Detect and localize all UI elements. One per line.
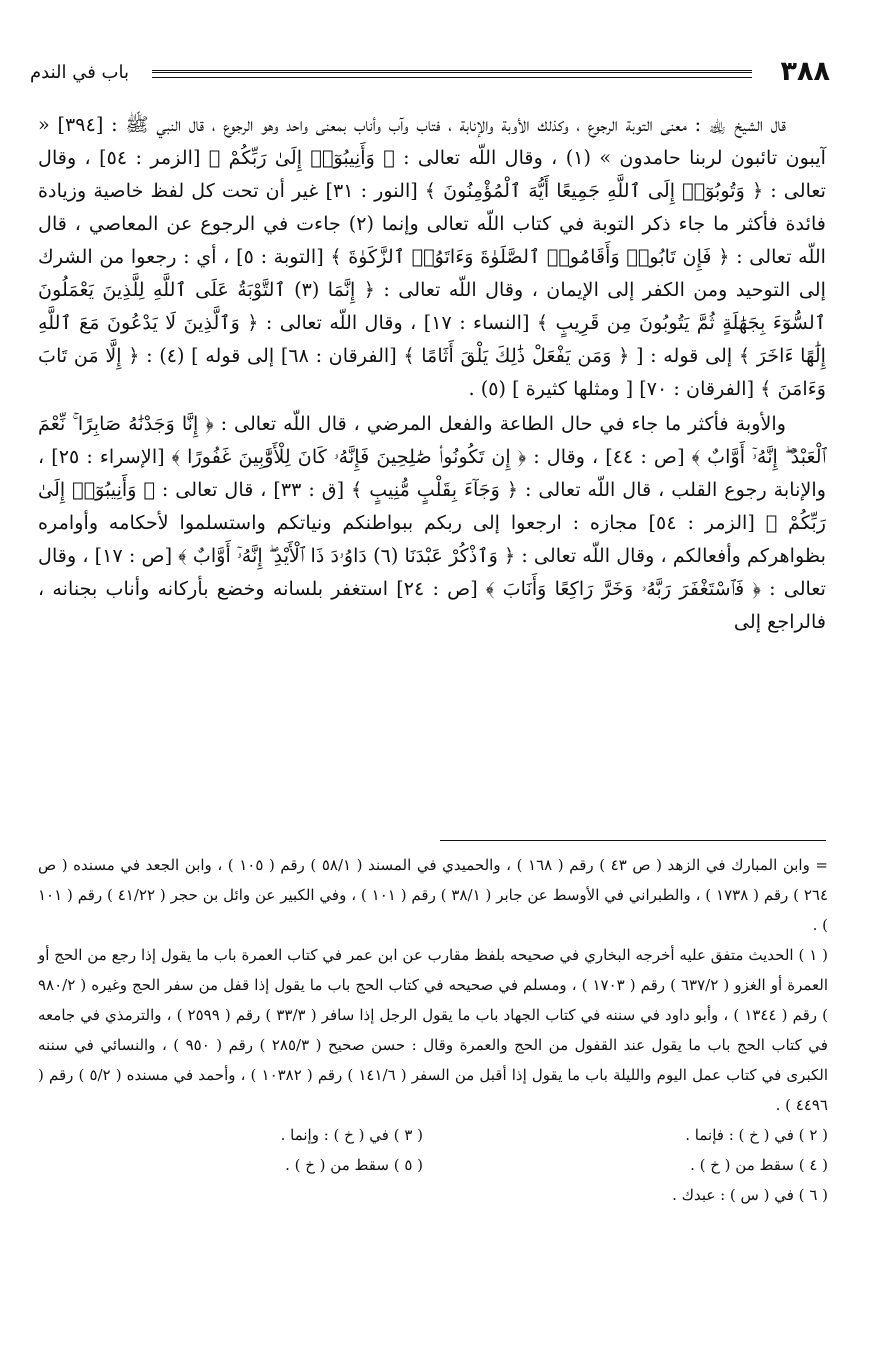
- running-header: [30, 56, 830, 92]
- page-number: ٣٨٨: [780, 56, 830, 87]
- paragraph-tawbah: قال الشيخ ﵀ : معنى التوبة الرجوع ، وكذلك الأوبة والإنابة ، فتاب وآب وأناب بمعنى واحد وهو الرجوع ، قال النبي ﷺ : [٣٩٤] « آيبون تائبون لربنا حامدون » (١) ، وقال اللّه تعالى : ﴿ وَأَنِيبُوٓا۟ إِلَىٰ رَبِّكُمْ ﴾ [الزمر : ٥٤] ، وقال تعالى : ﴿ وَتُوبُوٓا۟ إِلَى ٱللَّهِ جَمِيعًا أَيُّهَ ٱلْمُؤْمِنُونَ ﴾ [النور : ٣١] غير أن تحت كل لفظ خاصية وزيادة فائدة فأكثر ما جاء ذكر التوبة في كتاب اللّه تعالى وإنما (٢) جاءت في الرجوع عن المعاصي ، قال اللّه تعالى : ﴿ فَإِن تَابُوا۟ وَأَقَامُوا۟ ٱلصَّلَوٰةَ وَءَاتَوُا۟ ٱلزَّكَوٰةَ ﴾ [التوبة : ٥] ، أي : رجعوا من الشرك إلى التوحيد ومن الكفر إلى الإيمان ، وقال اللّه تعالى : ﴿ إِنَّمَا (٣) ٱلتَّوْبَةُ عَلَى ٱللَّهِ لِلَّذِينَ يَعْمَلُونَ ٱلسُّوٓءَ بِجَهَٰلَةٍ ثُمَّ يَتُوبُونَ مِن قَرِيبٍ ﴾ [النساء : ١٧] ، وقال اللّه تعالى : ﴿ وَٱلَّذِينَ لَا يَدْعُونَ مَعَ ٱللَّهِ إِلَٰهًا ءَاخَرَ ﴾ إلى قوله : [ ﴿ وَمَن يَفْعَلْ ذَٰلِكَ يَلْقَ أَثَامًا ﴾ [الفرقان : ٦٨] إلى قوله ] (٤) : ﴿ إِلَّا مَن تَابَ وَءَامَنَ ﴾ [الفرقان : ٧٠] [ ومثلها كثيرة ] (٥) .: [38, 113, 827, 400]
- paragraph-awbah: والأوبة فأكثر ما جاء في حال الطاعة والفعل المرضي ، قال اللّه تعالى : ﴿ إِنَّا وَجَدْنَٰهُ صَابِرًا ۚ نِّعْمَ ٱلْعَبْدُ ۖ إِنَّهُۥٓ أَوَّابٌ ﴾ [ص : ٤٤] ، وقال : ﴿ إِن تَكُونُوا۟ صَٰلِحِينَ فَإِنَّهُۥ كَانَ لِلْأَوَّٰبِينَ غَفُورًا ﴾ [الإسراء : ٢٥] ، والإنابة رجوع القلب ، قال اللّه تعالى : ﴿ وَجَآءَ بِقَلْبٍ مُّنِيبٍ ﴾ [ق : ٣٣] ، قال تعالى : ﴿ وَأَنِيبُوٓا۟ إِلَىٰ رَبِّكُمْ ﴾ [الزمر : ٥٤] مجازه : ارجعوا إلى ربكم ببواطنكم ونياتكم واستسلموا لأحكامه وأوامره بظواهركم وأفعالكم ، وقال اللّه تعالى : ﴿ وَٱذْكُرْ عَبْدَنَا (٦) دَاوُۥدَ ذَا ٱلْأَيْدِ ۖ إِنَّهُۥٓ أَوَّابٌ ﴾ [ص : ١٧] ، وقال تعالى : ﴿ فَٱسْتَغْفَرَ رَبَّهُۥ وَخَرَّ رَاكِعًا وَأَنَابَ ﴾ [ص : ٢٤] استغفر بلسانه وخضع بأركانه وأناب بجنانه ، فالراجع إلى: [38, 412, 827, 633]
- footnotes: [38, 850, 828, 1210]
- main-text: [38, 108, 826, 638]
- footnote-rule: [440, 840, 826, 841]
- footnote-4: ( ٤ ) سقط من ( خ ) .: [690, 1156, 828, 1174]
- footnote-pairs: [38, 1120, 828, 1210]
- footnote-6: ( ٦ ) في ( س ) : عبدك .: [672, 1186, 828, 1204]
- footnote-2: ( ٢ ) في ( خ ) : فإنما .: [685, 1126, 828, 1144]
- chapter-title: باب في الندم: [30, 62, 129, 83]
- footnote-1: ( ١ ) الحديث متفق عليه أخرجه البخاري في صحيحه بلفظ مقارب عن ابن عمر في كتاب العمرة باب ما يقول إذا رجع من الحج أو العمرة أو الغزو ( ٦٣٧/٢ ) رقم ( ١٧٠٣ ) ، ومسلم في صحيحه في كتاب الحج باب ما يقول إذا قفل من سفر الحج وغيره ( ٩٨٠/٢ ) رقم ( ١٣٤٤ ) ، وأبو داود في سننه في كتاب الجهاد باب ما يقول الرجل إذا سافر ( ٣٣/٣ ) رقم ( ٢٥٩٩ ) ، والترمذي في جامعه في كتاب الحج باب ما يقول عند القفول من الحج والعمرة وقال : حسن صحيح ( ٢٨٥/٣ ) رقم ( ٩٥٠ ) ، والنسائي في سننه الكبرى في كتاب عمل اليوم والليلة باب ما يقول إذا أقبل من السفر ( ١٤١/٦ ) رقم ( ١٠٣٨٢ ) ، وأحمد في مسنده ( ٥/٢ ) رقم ( ٤٤٩٦ ) .: [38, 946, 828, 1114]
- footnote-3: ( ٣ ) في ( خ ) : وإنما .: [280, 1126, 423, 1144]
- footnote-5: ( ٥ ) سقط من ( خ ) .: [285, 1156, 423, 1174]
- header-rule: [152, 70, 752, 78]
- footnote-continuation: = وابن المبارك في الزهد ( ص ٤٣ ) رقم ( ١٦٨ ) ، والحميدي في المسند ( ٥٨/١ ) رقم ( ١٠٥ ) ، وابن الجعد في مسنده ( ص ٢٦٤ ) رقم ( ١٧٣٨ ) ، والطبراني في الأوسط عن جابر ( ٣٨/١ ) رقم ( ١٠١ ) ، وفي الكبير عن وائل بن حجر ( ٤١/٢٢ ) رقم ( ١٠١ ) .: [38, 856, 829, 934]
